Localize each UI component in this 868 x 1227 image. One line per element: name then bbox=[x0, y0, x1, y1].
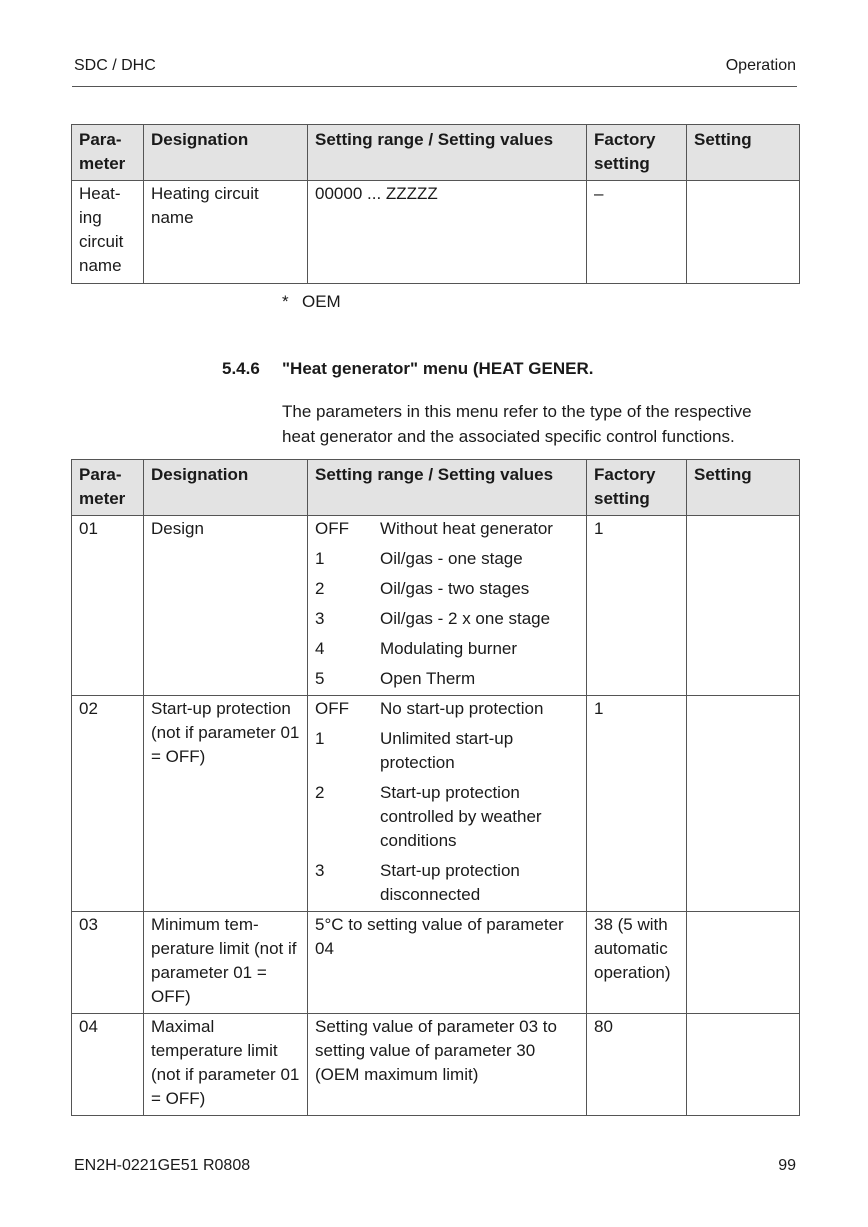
heat-generator-table bbox=[71, 459, 800, 1116]
table-row bbox=[72, 516, 800, 696]
designation-cell: Start-up protection (not if parameter 01 = OFF) bbox=[144, 696, 308, 912]
param-cell: 04 bbox=[72, 1014, 144, 1116]
table-row bbox=[72, 912, 800, 1014]
footnote-mark: * bbox=[282, 292, 289, 311]
header-setting: Setting bbox=[687, 460, 800, 516]
option-text: Start-up protection disconnected bbox=[380, 861, 520, 904]
footnote-text: OEM bbox=[302, 292, 341, 311]
range-cell: 00000 ... ZZZZZ bbox=[308, 181, 587, 284]
option-code: 1 bbox=[315, 729, 325, 748]
header-setting: Setting bbox=[687, 125, 800, 181]
header-chapter: Operation bbox=[725, 57, 796, 74]
option-item bbox=[315, 727, 579, 775]
setting-cell bbox=[687, 516, 800, 696]
header-setting-range: Setting range / Setting values bbox=[308, 125, 587, 181]
header-parameter: Para-meter bbox=[72, 460, 144, 516]
setting-cell bbox=[687, 1014, 800, 1116]
range-cell bbox=[308, 696, 587, 912]
document-code: EN2H-0221GE51 R0808 bbox=[74, 1157, 251, 1174]
designation-cell: Design bbox=[144, 516, 308, 696]
option-text: Open Therm bbox=[380, 669, 476, 688]
footnote bbox=[282, 292, 341, 312]
page-number: 99 bbox=[778, 1157, 796, 1174]
factory-cell: – bbox=[587, 181, 687, 284]
header-factory-setting: Factory setting bbox=[587, 460, 687, 516]
option-text: Oil/gas - two stages bbox=[380, 579, 530, 598]
page-header bbox=[74, 57, 796, 79]
factory-cell: 80 bbox=[587, 1014, 687, 1116]
factory-cell: 1 bbox=[587, 516, 687, 696]
factory-cell: 1 bbox=[587, 696, 687, 912]
option-item bbox=[315, 577, 579, 601]
header-designation: Designation bbox=[144, 460, 308, 516]
option-code: 4 bbox=[315, 639, 325, 658]
option-item bbox=[315, 607, 579, 631]
header-product: SDC / DHC bbox=[74, 57, 156, 74]
header-parameter: Para-meter bbox=[72, 125, 144, 181]
option-code: OFF bbox=[315, 699, 349, 718]
param-cell: Heat-ing circuit name bbox=[72, 181, 144, 284]
option-item bbox=[315, 637, 579, 661]
option-text: Start-up protection controlled by weather conditions bbox=[380, 783, 542, 850]
setting-cell bbox=[687, 912, 800, 1014]
designation-cell: Maximal temperature limit (not if parameter 01 = OFF) bbox=[144, 1014, 308, 1116]
option-item bbox=[315, 547, 579, 571]
header-factory-setting: Factory setting bbox=[587, 125, 687, 181]
option-code: 5 bbox=[315, 669, 325, 688]
option-code: 3 bbox=[315, 609, 325, 628]
table-header-row bbox=[72, 460, 800, 516]
heating-circuit-name-table bbox=[71, 124, 800, 284]
header-divider bbox=[72, 86, 797, 87]
option-text: Oil/gas - 2 x one stage bbox=[380, 609, 551, 628]
option-code: 2 bbox=[315, 579, 325, 598]
section-intro: The parameters in this menu refer to the type of the respective heat generator and the associated specific control functions. bbox=[282, 402, 752, 446]
table-header-row bbox=[72, 125, 800, 181]
option-text: Modulating burner bbox=[380, 639, 518, 658]
option-text: Oil/gas - one stage bbox=[380, 549, 523, 568]
option-code: OFF bbox=[315, 519, 349, 538]
option-text: No start-up protection bbox=[380, 699, 544, 718]
section-title: "Heat generator" menu (HEAT GENER. bbox=[282, 359, 594, 378]
designation-cell: Heating circuit name bbox=[144, 181, 308, 284]
option-code: 3 bbox=[315, 861, 325, 880]
table-row bbox=[72, 696, 800, 912]
option-item bbox=[315, 697, 579, 721]
range-cell: Setting value of parameter 03 to setting value of parameter 30 (OEM maximum limit) bbox=[308, 1014, 587, 1116]
table-row bbox=[72, 1014, 800, 1116]
section-number: 5.4.6 bbox=[222, 359, 260, 378]
option-item bbox=[315, 781, 579, 853]
table-row bbox=[72, 181, 800, 284]
header-designation: Designation bbox=[144, 125, 308, 181]
setting-cell bbox=[687, 696, 800, 912]
setting-cell bbox=[687, 181, 800, 284]
option-code: 1 bbox=[315, 549, 325, 568]
option-text: Without heat generator bbox=[380, 519, 553, 538]
option-item bbox=[315, 859, 579, 907]
header-setting-range: Setting range / Setting values bbox=[308, 460, 587, 516]
option-item bbox=[315, 667, 579, 691]
option-code: 2 bbox=[315, 783, 325, 802]
option-text: Unlimited start-up protection bbox=[380, 729, 514, 772]
option-item bbox=[315, 517, 579, 541]
param-cell: 02 bbox=[72, 696, 144, 912]
param-cell: 03 bbox=[72, 912, 144, 1014]
param-cell: 01 bbox=[72, 516, 144, 696]
designation-cell: Minimum tem-perature limit (not if parameter 01 = OFF) bbox=[144, 912, 308, 1014]
range-cell: 5°C to setting value of parameter 04 bbox=[308, 912, 587, 1014]
range-cell bbox=[308, 516, 587, 696]
factory-cell: 38 (5 with automatic operation) bbox=[587, 912, 687, 1014]
